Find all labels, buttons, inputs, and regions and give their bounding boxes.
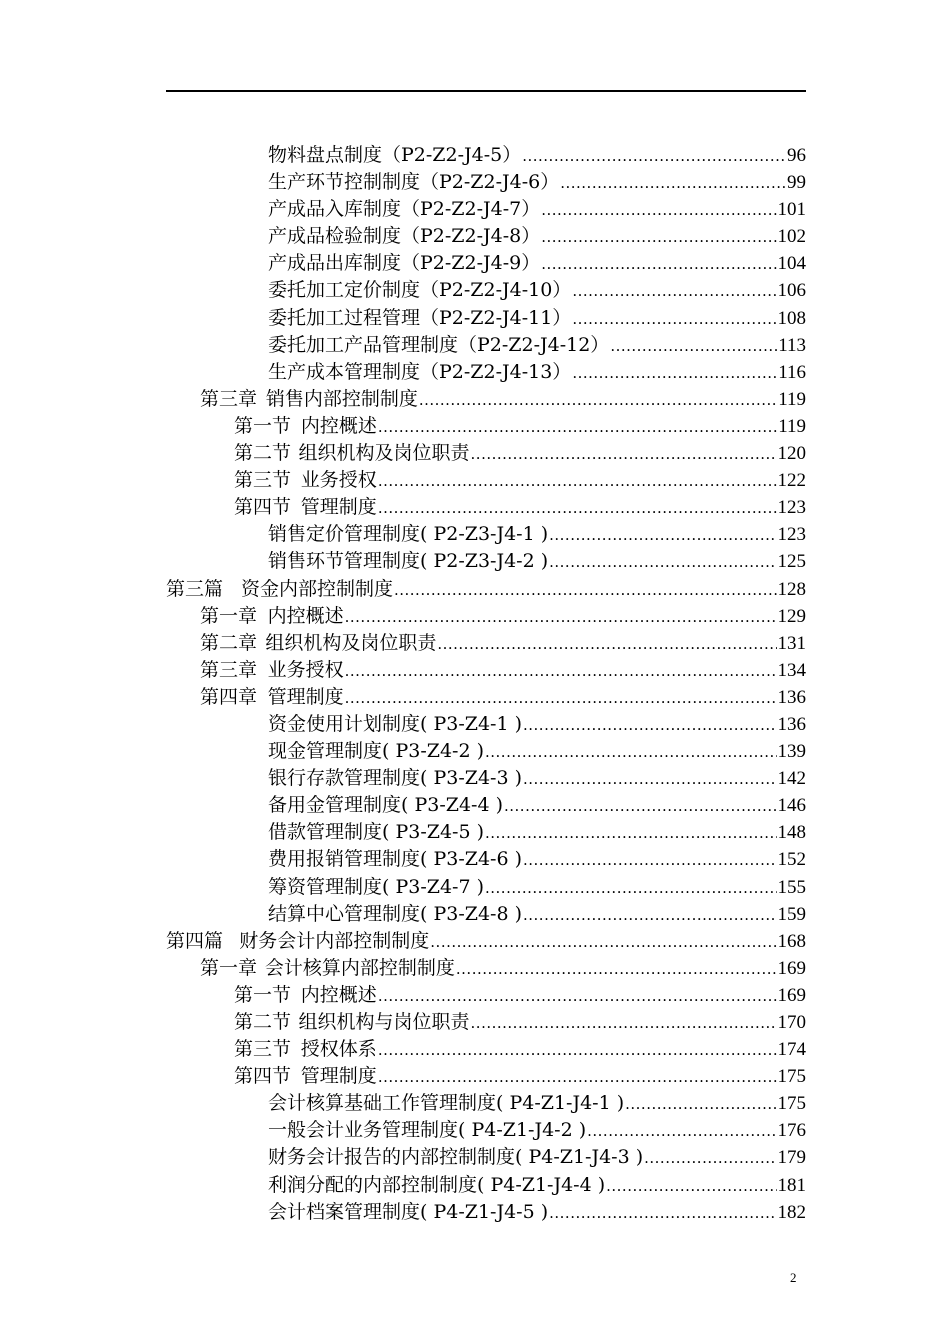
toc-entry-title: 组织机构及岗位职责	[265, 631, 437, 654]
toc-entry-page: 148	[777, 822, 806, 844]
dot-leader	[504, 793, 777, 820]
toc-entry[interactable]	[166, 1172, 806, 1199]
toc-entry-title: 管理制度	[300, 496, 377, 519]
toc-entry[interactable]	[166, 792, 806, 819]
toc-entry-title: 一般会计业务管理制度( P4-Z1-J4-2 )	[268, 1119, 587, 1142]
toc-entry[interactable]	[166, 603, 806, 630]
toc-entry-title: 委托加工定价制度（P2-Z2-J4-10）	[268, 279, 572, 302]
toc-entry-title: 业务授权	[300, 469, 377, 492]
toc-entry[interactable]	[166, 711, 806, 738]
toc-entry-page: 113	[778, 334, 806, 356]
toc-entry[interactable]	[166, 305, 806, 332]
toc-entry-title: 销售内部控制制度	[265, 387, 418, 410]
table-of-contents	[166, 142, 806, 1226]
dot-leader	[378, 468, 777, 495]
dot-leader	[430, 929, 776, 956]
toc-entry[interactable]	[166, 1063, 806, 1090]
toc-entry-page: 106	[777, 280, 806, 302]
dot-leader	[610, 333, 777, 360]
toc-entry[interactable]	[166, 467, 806, 494]
toc-entry-page: 131	[777, 632, 806, 654]
toc-entry[interactable]	[166, 738, 806, 765]
toc-entry-title: 资金内部控制制度	[240, 577, 393, 600]
dot-leader	[471, 441, 777, 468]
toc-entry-title: 组织机构与岗位职责	[298, 1011, 470, 1033]
toc-entry-page: 128	[777, 578, 806, 600]
toc-entry-page: 155	[777, 876, 806, 898]
header-rule	[166, 90, 806, 92]
toc-entry-page: 142	[777, 768, 806, 790]
toc-entry-title: 委托加工产品管理制度（P2-Z2-J4-12）	[268, 333, 610, 356]
toc-entry-page: 96	[787, 145, 806, 166]
toc-entry-title: 利润分配的内部控制制度( P4-Z1-J4-4 )	[268, 1173, 606, 1196]
dot-leader	[378, 495, 777, 522]
toc-entry-page: 136	[777, 713, 806, 735]
dot-leader	[437, 631, 776, 658]
page-number: 2	[790, 1270, 797, 1285]
dot-leader	[549, 1200, 776, 1227]
toc-entry-page: 176	[777, 1120, 806, 1142]
toc-entry-page: 168	[777, 930, 806, 952]
toc-entry-label: 第二节	[234, 442, 292, 465]
toc-entry-page: 116	[778, 361, 806, 383]
dot-leader	[485, 820, 777, 847]
toc-entry-title: 现金管理制度( P3-Z4-2 )	[268, 740, 484, 763]
toc-entry-label: 第三节	[234, 469, 292, 492]
toc-entry[interactable]	[166, 1117, 806, 1144]
toc-entry-page: 179	[777, 1147, 806, 1169]
dot-leader	[644, 1145, 776, 1172]
toc-entry[interactable]	[166, 332, 806, 359]
toc-entry-page: 146	[777, 795, 806, 817]
dot-leader	[394, 577, 777, 604]
toc-entry-title: 生产环节控制制度（P2-Z2-J4-6）	[268, 171, 560, 194]
toc-entry-title: 内控概述	[300, 414, 377, 437]
toc-entry-label: 第一章	[200, 604, 258, 627]
toc-entry-title: 会计核算基础工作管理制度( P4-Z1-J4-1 )	[268, 1092, 625, 1115]
toc-entry[interactable]	[166, 1090, 806, 1117]
toc-entry-page: 136	[777, 686, 806, 708]
dot-leader	[549, 549, 776, 576]
toc-entry-title: 管理制度	[267, 685, 344, 708]
dot-leader	[485, 739, 777, 766]
toc-entry-label: 第一节	[234, 983, 292, 1006]
toc-entry-page: 122	[777, 470, 806, 492]
dot-leader	[560, 170, 786, 197]
toc-entry[interactable]	[166, 223, 806, 250]
toc-entry-title: 财务会计报告的内部控制制度( P4-Z1-J4-3 )	[268, 1146, 644, 1169]
toc-entry-title: 会计档案管理制度( P4-Z1-J4-5 )	[268, 1200, 549, 1223]
toc-entry-page: 170	[777, 1012, 806, 1033]
toc-entry-title: 筹资管理制度( P3-Z4-7 )	[268, 875, 484, 898]
toc-entry-page: 152	[777, 849, 806, 871]
dot-leader	[523, 847, 777, 874]
toc-entry[interactable]	[166, 277, 806, 304]
toc-entry[interactable]	[166, 440, 806, 467]
toc-entry-label: 第四节	[234, 1065, 292, 1088]
dot-leader	[485, 875, 777, 902]
dot-leader	[572, 306, 776, 333]
toc-entry[interactable]	[166, 901, 806, 928]
toc-entry-title: 物料盘点制度（P2-Z2-J4-5）	[268, 144, 522, 166]
toc-entry[interactable]	[166, 630, 806, 657]
dot-leader	[378, 983, 777, 1010]
toc-entry-title: 组织机构及岗位职责	[298, 442, 470, 465]
toc-entry-page: 125	[777, 551, 806, 573]
dot-leader	[378, 1064, 777, 1091]
toc-entry[interactable]	[166, 1009, 806, 1036]
toc-entry-page: 159	[777, 903, 806, 925]
toc-entry-title: 产成品入库制度（P2-Z2-J4-7）	[268, 198, 541, 221]
toc-entry-title: 借款管理制度( P3-Z4-5 )	[268, 821, 484, 844]
toc-entry-page: 99	[787, 172, 806, 194]
toc-entry-title: 内控概述	[300, 983, 377, 1006]
toc-entry[interactable]	[166, 196, 806, 223]
dot-leader	[419, 387, 777, 414]
toc-entry-page: 123	[777, 524, 806, 546]
toc-entry-title: 销售定价管理制度( P2-Z3-J4-1 )	[268, 523, 549, 546]
dot-leader	[471, 1010, 777, 1037]
toc-entry-page: 104	[777, 253, 806, 275]
toc-entry-page: 123	[777, 497, 806, 519]
toc-entry[interactable]	[166, 955, 806, 982]
toc-entry-page: 101	[777, 199, 806, 221]
toc-entry-page: 174	[777, 1039, 806, 1061]
dot-leader	[523, 712, 777, 739]
toc-entry[interactable]	[166, 1144, 806, 1171]
dot-leader	[522, 143, 786, 170]
toc-entry-title: 授权体系	[300, 1038, 377, 1061]
toc-entry-title: 会计核算内部控制制度	[264, 956, 455, 979]
toc-entry-label: 第一节	[234, 414, 292, 437]
toc-entry-title: 生产成本管理制度（P2-Z2-J4-13）	[268, 360, 572, 383]
toc-entry-page: 134	[777, 659, 806, 681]
toc-entry-title: 委托加工过程管理（P2-Z2-J4-11）	[268, 306, 572, 329]
toc-entry-label: 第三章	[200, 387, 258, 410]
toc-entry-page: 175	[777, 1093, 806, 1115]
toc-entry[interactable]	[166, 548, 806, 575]
dot-leader	[606, 1173, 776, 1200]
toc-entry-page: 182	[777, 1201, 806, 1223]
toc-entry-label: 第三节	[234, 1038, 292, 1061]
dot-leader	[378, 1037, 777, 1064]
toc-entry-page: 119	[778, 388, 806, 410]
toc-entry[interactable]	[166, 386, 806, 413]
toc-entry-title: 业务授权	[267, 658, 344, 681]
toc-entry-page: 169	[777, 984, 806, 1006]
dot-leader	[572, 360, 777, 387]
toc-entry[interactable]	[166, 1036, 806, 1063]
toc-entry[interactable]	[166, 819, 806, 846]
toc-entry[interactable]	[166, 521, 806, 548]
toc-entry[interactable]	[166, 1199, 806, 1226]
toc-entry-page: 102	[777, 226, 806, 248]
toc-entry-page: 119	[778, 415, 806, 437]
dot-leader	[541, 251, 776, 278]
toc-entry-title: 备用金管理制度( P3-Z4-4 )	[268, 794, 503, 817]
dot-leader	[345, 604, 777, 631]
dot-leader	[541, 224, 776, 251]
toc-entry[interactable]	[166, 657, 806, 684]
toc-entry-page: 175	[777, 1066, 806, 1088]
toc-entry-title: 销售环节管理制度( P2-Z3-J4-2 )	[268, 550, 549, 573]
toc-entry[interactable]	[166, 413, 806, 440]
toc-entry[interactable]	[166, 359, 806, 386]
toc-entry[interactable]	[166, 576, 806, 603]
toc-entry[interactable]	[166, 982, 806, 1009]
toc-entry[interactable]	[166, 928, 806, 955]
toc-entry[interactable]	[166, 250, 806, 277]
dot-leader	[523, 766, 777, 793]
toc-entry[interactable]	[166, 874, 806, 901]
toc-entry-title: 结算中心管理制度( P3-Z4-8 )	[268, 902, 522, 925]
dot-leader	[541, 197, 776, 224]
dot-leader	[345, 658, 777, 685]
toc-entry-label: 第三章	[200, 658, 258, 681]
toc-entry-label: 第四节	[234, 496, 292, 519]
toc-entry-label: 第四篇	[166, 929, 224, 952]
toc-entry[interactable]	[166, 846, 806, 873]
toc-entry-label: 第三篇	[166, 577, 224, 600]
toc-entry-title: 产成品出库制度（P2-Z2-J4-9）	[268, 252, 541, 275]
toc-entry[interactable]	[166, 765, 806, 792]
toc-entry-page: 129	[777, 605, 806, 627]
toc-entry[interactable]	[166, 684, 806, 711]
toc-entry-title: 财务会计内部控制制度	[239, 929, 430, 952]
toc-entry[interactable]	[166, 142, 806, 169]
dot-leader	[378, 414, 777, 441]
toc-entry-title: 费用报销管理制度( P3-Z4-6 )	[268, 848, 522, 871]
toc-entry-label: 第一章	[200, 956, 258, 979]
dot-leader	[587, 1118, 776, 1145]
toc-entry-label: 第四章	[200, 685, 258, 708]
toc-entry-page: 181	[777, 1174, 806, 1196]
dot-leader	[625, 1091, 776, 1118]
toc-entry-page: 120	[777, 443, 806, 465]
toc-entry[interactable]	[166, 169, 806, 196]
toc-entry[interactable]	[166, 494, 806, 521]
dot-leader	[345, 685, 777, 712]
toc-entry-label: 第二章	[200, 631, 258, 654]
toc-entry-page: 108	[777, 307, 806, 329]
dot-leader	[456, 956, 777, 983]
dot-leader	[523, 902, 777, 929]
dot-leader	[549, 522, 776, 549]
toc-entry-page: 169	[777, 957, 806, 979]
dot-leader	[572, 278, 776, 305]
toc-entry-title: 产成品检验制度（P2-Z2-J4-8）	[268, 225, 541, 248]
toc-entry-label: 第二节	[234, 1011, 292, 1033]
toc-entry-title: 资金使用计划制度( P3-Z4-1 )	[268, 712, 522, 735]
toc-entry-title: 银行存款管理制度( P3-Z4-3 )	[268, 767, 522, 790]
toc-entry-title: 管理制度	[300, 1065, 377, 1088]
toc-entry-title: 内控概述	[267, 604, 344, 627]
toc-entry-page: 139	[777, 741, 806, 763]
